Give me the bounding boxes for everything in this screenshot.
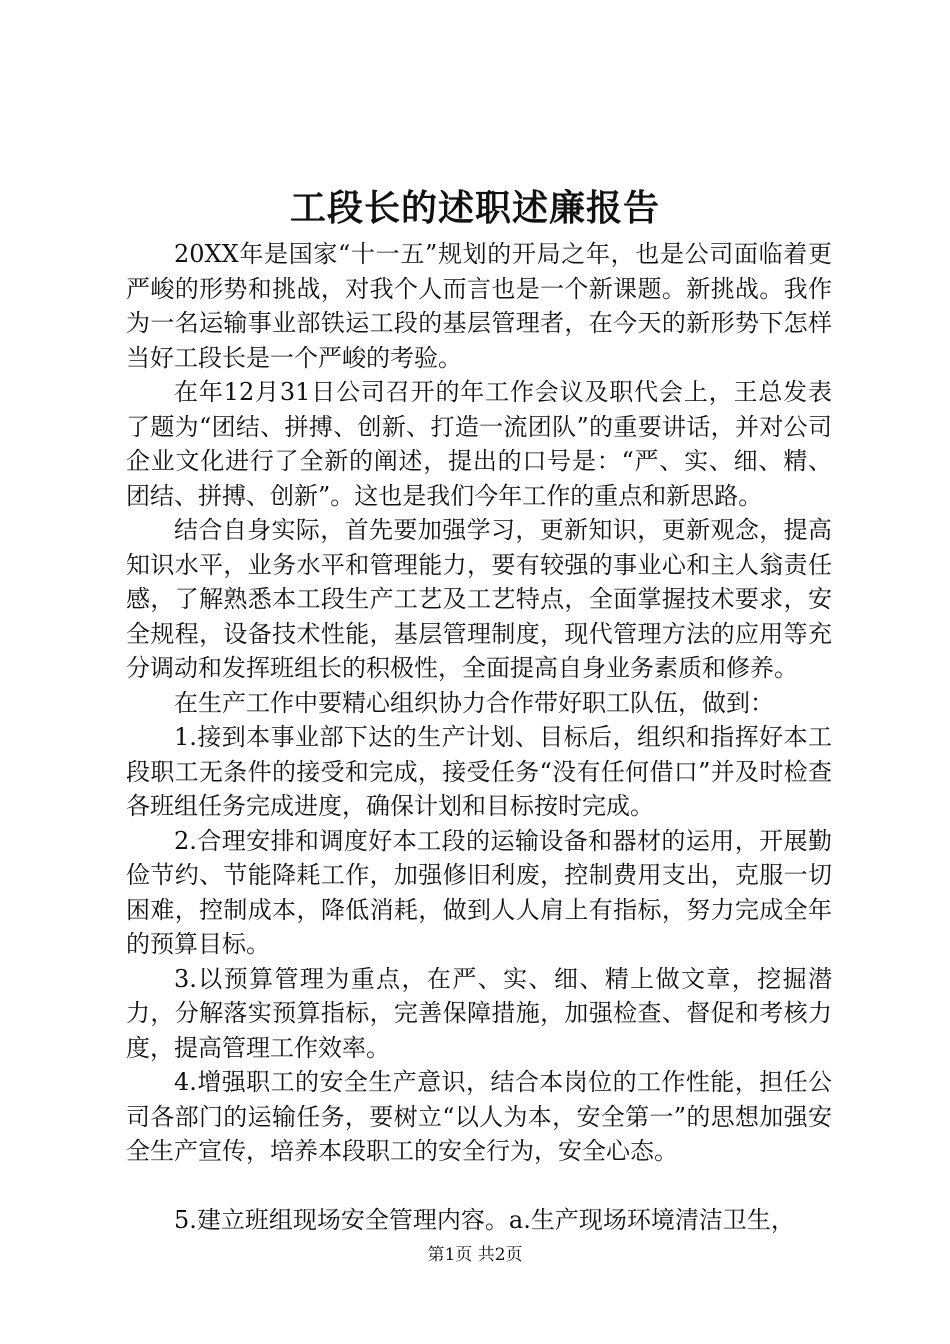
document-body — [126, 237, 832, 1237]
list-item-4: 4.增强职工的安全生产意识，结合本岗位的工作性能，担任公司各部门的运输任务，要树立“以人为本，安全第一”的思想加强安全生产宣传，培养本段职工的安全行为，安全心态。 — [126, 1068, 832, 1165]
page-footer: 第1页 共2页 — [427, 1245, 523, 1265]
list-item-5: 5.建立班组现场安全管理内容。a.生产现场环境清洁卫生， — [174, 1205, 795, 1234]
list-item-1: 1.接到本事业部下达的生产计划、目标后，组织和指挥好本工段职工无条件的接受和完成，接受任务“没有任何借口”并及时检查各班组任务完成进度，确保计划和目标按时完成。 — [126, 723, 832, 820]
paragraph-meeting: 在年12月31日公司召开的年工作会议及职代会上，王总发表了题为“团结、拼搏、创新、打造一流团队”的重要讲话，并对公司企业文化进行了全新的阐述，提出的口号是：“严、实、细、精、团结、拼搏、创新”。这也是我们今年工作的重点和新思路。 — [126, 378, 832, 510]
document-title: 工段长的述职述廉报告 — [289, 187, 660, 229]
list-item-3: 3.以预算管理为重点，在严、实、细、精上做文章，挖掘潜力，分解落实预算指标，完善保障措施，加强检查、督促和考核力度，提高管理工作效率。 — [126, 964, 832, 1062]
paragraph-intro: 20XX年是国家“十一五”规划的开局之年，也是公司面临着更严峻的形势和挑战，对我个人而言也是一个新课题。新挑战。我作为一名运输事业部铁运工段的基层管理者，在今天的新形势下怎样当好工段长是一个严峻的考验。 — [126, 240, 832, 372]
list-item-2: 2.合理安排和调度好本工段的运输设备和器材的运用，开展勤俭节约、节能降耗工作，加强修旧利废，控制费用支出，克服一切困难，控制成本，降低消耗，做到人人肩上有指标，努力完成全年的预算目标。 — [126, 826, 832, 958]
paragraph-production-lead: 在生产工作中要精心组织协力合作带好职工队伍，做到： — [174, 688, 774, 717]
paragraph-self-study: 结合自身实际，首先要加强学习，更新知识，更新观念，提高知识水平，业务水平和管理能力，要有较强的事业心和主人翁责任感，了解熟悉本工段生产工艺及工艺特点，全面掌握技术要求，安全规程，设备技术性能，基层管理制度，现代管理方法的应用等充分调动和发挥班组长的积极性，全面提高自身业务素质和修养。 — [126, 516, 832, 682]
